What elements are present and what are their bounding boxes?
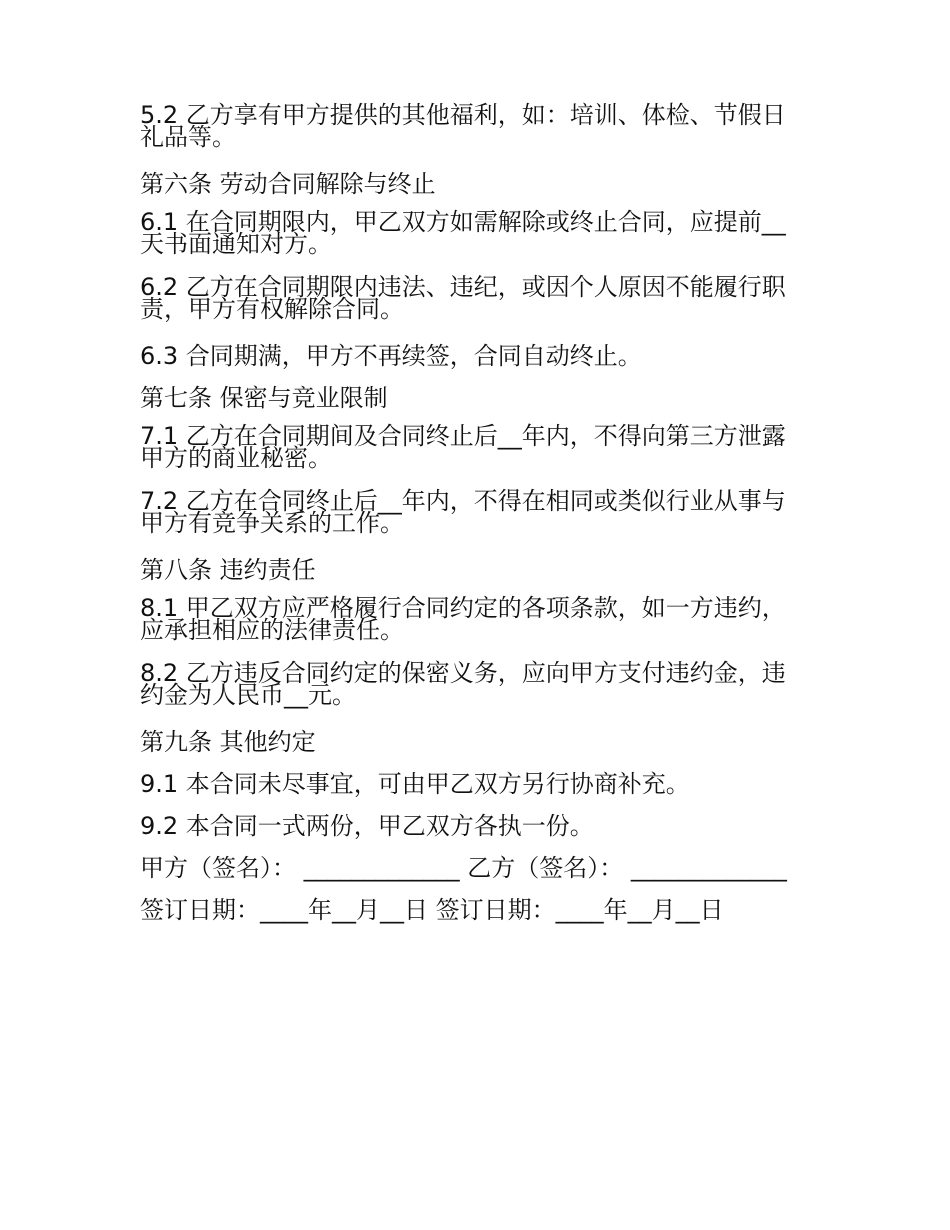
clause-line: 甲方有竞争关系的工作。 [140, 509, 404, 537]
article-8-heading [140, 555, 810, 585]
signing-date-line: 签订日期：____年__月__日 签订日期：____年__月__日 [140, 896, 724, 924]
clause-8-1 [140, 594, 810, 644]
clause-line: 礼品等。 [140, 123, 236, 151]
clause-line: 8.2 乙方违反合同约定的保密义务，应向甲方支付违约金，违 [140, 659, 786, 687]
clause-line: 6.2 乙方在合同期限内违法、违纪，或因个人原因不能履行职 [140, 273, 786, 301]
clause-line: 5.2 乙方享有甲方提供的其他福利，如：培训、体检、节假日 [140, 101, 786, 129]
clause-line: 应承担相应的法律责任。 [140, 616, 404, 644]
clause-9-1 [140, 769, 810, 799]
heading-text: 第六条 劳动合同解除与终止 [140, 170, 436, 198]
signature-line: 甲方（签名）： _____________ 乙方（签名）： _____________ [140, 854, 787, 882]
clause-line: 8.1 甲乙双方应严格履行合同约定的各项条款，如一方违约， [140, 594, 786, 622]
clause-line: 6.1 在合同期限内，甲乙双方如需解除或终止合同，应提前__ [140, 208, 786, 236]
clause-line: 7.1 乙方在合同期间及合同终止后__年内，不得向第三方泄露 [140, 422, 786, 450]
heading-text: 第九条 其他约定 [140, 728, 316, 756]
heading-text: 第七条 保密与竞业限制 [140, 384, 388, 412]
clause-6-1 [140, 208, 810, 258]
clause-line: 9.1 本合同未尽事宜，可由甲乙双方另行协商补充。 [140, 770, 690, 798]
clause-line: 约金为人民币__元。 [140, 681, 356, 709]
article-9-heading [140, 727, 810, 757]
clause-line: 6.3 合同期满，甲方不再续签，合同自动终止。 [140, 342, 642, 370]
document-page [140, 101, 810, 937]
clause-line: 天书面通知对方。 [140, 230, 332, 258]
clause-5-2 [140, 101, 810, 151]
clause-line: 7.2 乙方在合同终止后__年内，不得在相同或类似行业从事与 [140, 487, 786, 515]
article-6-heading [140, 169, 810, 199]
article-7-heading [140, 383, 810, 413]
clause-7-2 [140, 487, 810, 537]
clause-line: 9.2 本合同一式两份，甲乙双方各执一份。 [140, 812, 594, 840]
clause-6-3 [140, 341, 810, 371]
clause-6-2 [140, 273, 810, 323]
clause-9-2 [140, 811, 810, 841]
heading-text: 第八条 违约责任 [140, 556, 316, 584]
clause-8-2 [140, 659, 810, 709]
clause-line: 责，甲方有权解除合同。 [140, 295, 404, 323]
clause-7-1 [140, 422, 810, 472]
clause-line: 甲方的商业秘密。 [140, 444, 332, 472]
